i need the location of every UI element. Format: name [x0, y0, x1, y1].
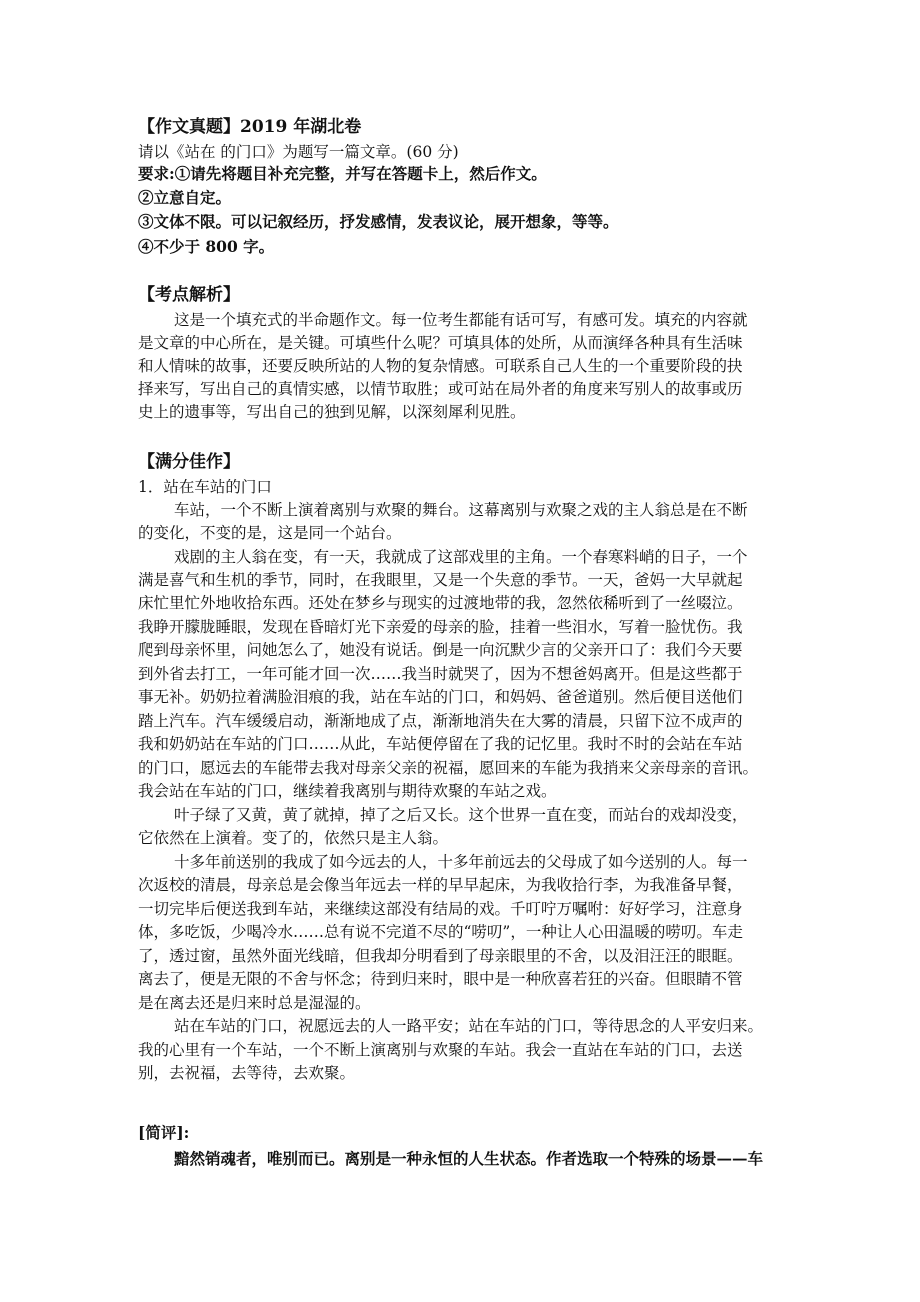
- analysis-line: 是文章的中心所在，是关键。可填些什么呢？可填具体的处所，从而演绎各种具有生活味: [138, 334, 743, 352]
- requirement-4: ④不少于 800 字。: [138, 237, 275, 256]
- essay-prompt: 请以《站在 的门口》为题写一篇文章。(60 分): [138, 143, 459, 161]
- essay-heading: 【满分佳作】: [138, 452, 240, 472]
- exam-title: 【作文真题】2019 年湖北卷: [138, 117, 362, 137]
- analysis-line: 和人情味的故事，还要反映所站的人物的复杂情感。可联系自己人生的一个重要阶段的抉: [138, 357, 743, 375]
- essay-subtitle: 1．站在车站的门口: [138, 478, 272, 496]
- essay-line: 体，多吃饭，少喝冷水……总有说不完道不尽的“唠叨”，一种让人心田温暖的唠叨。车走: [138, 923, 743, 941]
- essay-line: 离去了，便是无限的不舍与怀念；待到归来时，眼中是一种欣喜若狂的兴奋。但眼睛不管: [138, 970, 743, 988]
- essay-line: 事无补。奶奶拉着满脸泪痕的我，站在车站的门口，和妈妈、爸爸道别。然后便目送他们: [138, 688, 743, 706]
- essay-line: 满是喜气和生机的季节，同时，在我眼里，又是一个失意的季节。一天，爸妈一大早就起: [138, 571, 743, 589]
- essay-line: 一切完毕后便送我到车站，来继续这部没有结局的戏。千叮咛万嘱咐：好好学习，注意身: [138, 900, 743, 918]
- essay-line: 十多年前送别的我成了如今远去的人，十多年前远去的父母成了如今送别的人。每一: [174, 853, 748, 871]
- essay-line: 别，去祝福，去等待，去欢聚。: [138, 1064, 356, 1082]
- essay-line: 的变化，不变的是，这是同一个站台。: [138, 524, 402, 542]
- essay-line: 我会站在车站的门口，继续着我离别与期待欢聚的车站之戏。: [138, 782, 557, 800]
- essay-line: 它依然在上演着。变了的，依然只是主人翁。: [138, 829, 449, 847]
- review-heading: [简评]:: [138, 1123, 190, 1142]
- essay-line: 踏上汽车。汽车缓缓启动，渐渐地成了点，渐渐地消失在大雾的清晨，只留下泣不成声的: [138, 712, 743, 730]
- essay-line: 我的心里有一个车站，一个不断上演离别与欢聚的车站。我会一直站在车站的门口，去送: [138, 1041, 743, 1059]
- essay-line: 爬到母亲怀里，问她怎么了，她没有说话。倒是一向沉默少言的父亲开口了：我们今天要: [138, 641, 743, 659]
- essay-line: 戏剧的主人翁在变，有一天，我就成了这部戏里的主角。一个春寒料峭的日子，一个: [174, 548, 748, 566]
- essay-line: 我睁开朦胧睡眼，发现在昏暗灯光下亲爱的母亲的脸，挂着一些泪水，写着一脸忧伤。我: [138, 618, 743, 636]
- essay-line: 站在车站的门口，祝愿远去的人一路平安；站在车站的门口，等待思念的人平安归来。: [174, 1017, 764, 1035]
- essay-line: 到外省去打工，一年可能才回一次……我当时就哭了，因为不想爸妈离开。但是这些都于: [138, 665, 743, 683]
- essay-line: 次返校的清晨，母亲总是会像当年远去一样的早早起床，为我收拾行李，为我准备早餐，: [138, 876, 743, 894]
- analysis-line: 这是一个填充式的半命题作文。每一位考生都能有话可写，有感可发。填充的内容就: [174, 311, 748, 329]
- requirement-2: ②立意自定。: [138, 188, 232, 207]
- essay-line: 床忙里忙外地收拾东西。还处在梦乡与现实的过渡地带的我，忽然依稀听到了一丝啜泣。: [138, 594, 743, 612]
- requirement-1: 要求:①请先将题目补充完整，并写在答题卡上，然后作文。: [138, 164, 547, 183]
- review-line: 黯然销魂者，唯别而已。离别是一种永恒的人生状态。作者选取一个特殊的场景——车: [174, 1149, 764, 1168]
- essay-line: 的门口，愿远去的车能带去我对母亲父亲的祝福，愿回来的车能为我捎来父亲母亲的音讯。: [138, 759, 759, 777]
- analysis-heading: 【考点解析】: [138, 285, 240, 305]
- essay-line: 是在离去还是归来时总是湿湿的。: [138, 994, 371, 1012]
- essay-line: 车站，一个不断上演着离别与欢聚的舞台。这幕离别与欢聚之戏的主人翁总是在不断: [174, 501, 748, 519]
- essay-line: 了，透过窗，虽然外面光线暗，但我却分明看到了母亲眼里的不舍，以及泪汪汪的眼眶。: [138, 947, 743, 965]
- analysis-line: 史上的遗事等，写出自己的独到见解，以深刻犀利见胜。: [138, 403, 526, 421]
- analysis-line: 择来写，写出自己的真情实感，以情节取胜；或可站在局外者的角度来写别人的故事或历: [138, 380, 743, 398]
- requirement-3: ③文体不限。可以记叙经历，抒发感情，发表议论，展开想象，等等。: [138, 212, 619, 231]
- essay-line: 我和奶奶站在车站的门口……从此，车站便停留在了我的记忆里。我时不时的会站在车站: [138, 735, 743, 753]
- essay-line: 叶子绿了又黄，黄了就掉，掉了之后又长。这个世界一直在变，而站台的戏却没变，: [174, 806, 748, 824]
